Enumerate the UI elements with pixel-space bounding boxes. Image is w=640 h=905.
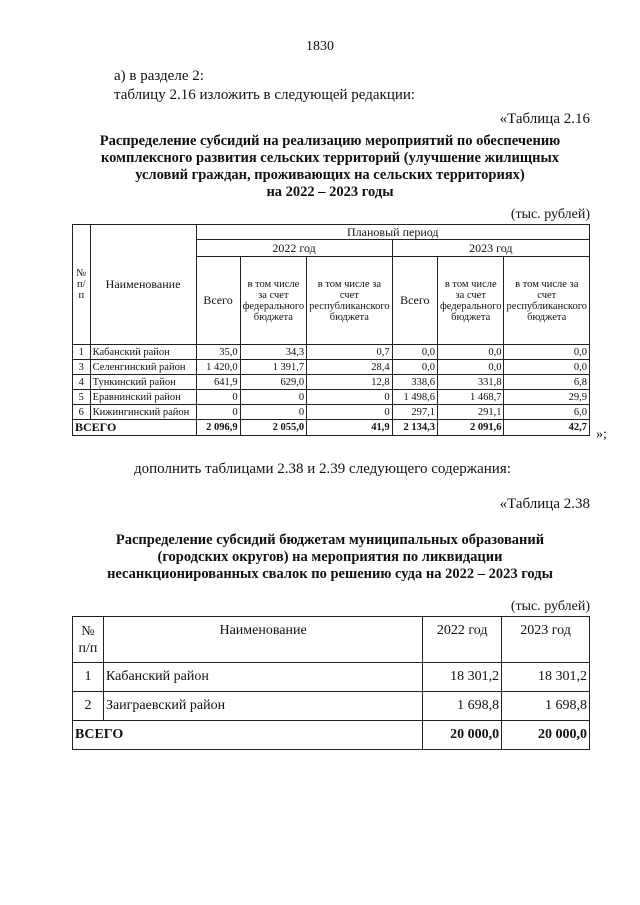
- table-238: [72, 616, 590, 750]
- cell-value: 297,1: [392, 405, 437, 420]
- cell-value: 0: [240, 390, 307, 405]
- cell-num: 1: [73, 663, 104, 692]
- cell-name: Кижингинский район: [90, 405, 196, 420]
- cell-value: 1 391,7: [240, 360, 307, 375]
- cell-value: 0: [196, 405, 240, 420]
- header-federal-2023: в том числе за счет федерального бюджета: [437, 257, 504, 345]
- total-value: 2 096,9: [196, 420, 240, 436]
- cell-value: 0: [307, 405, 393, 420]
- cell-value: 1 498,6: [392, 390, 437, 405]
- title-line: Распределение субсидий на реализацию мероприятий по обеспечению: [99, 133, 561, 149]
- cell-value: 629,0: [240, 375, 307, 390]
- table-216-unit: (тыс. рублей): [510, 207, 590, 222]
- cell-value: 0,7: [307, 345, 393, 360]
- page-number: 1830: [306, 39, 334, 54]
- header-federal-2022: в том числе за счет федерального бюджета: [240, 257, 307, 345]
- cell-num: 6: [73, 405, 91, 420]
- cell-num: 3: [73, 360, 91, 375]
- cell-value: 1 698,8: [502, 692, 590, 721]
- cell-value: 0: [307, 390, 393, 405]
- title-line: на 2022 – 2023 годы: [266, 184, 394, 200]
- header-total-2022: Всего: [196, 257, 240, 345]
- cell-value: 29,9: [504, 390, 590, 405]
- closing-quote: »;: [596, 427, 607, 442]
- cell-value: 1 420,0: [196, 360, 240, 375]
- header-2023: 2023 год: [502, 617, 590, 663]
- total-label: ВСЕГО: [73, 420, 197, 436]
- title-line: комплексного развития сельских территорий (улучшение жилищных: [100, 150, 560, 166]
- header-num: № п/п: [73, 617, 104, 663]
- cell-value: 291,1: [437, 405, 504, 420]
- header-name: Наименование: [103, 617, 422, 663]
- header-plan-period: Плановый период: [196, 225, 589, 240]
- cell-num: 1: [73, 345, 91, 360]
- cell-value: 0,0: [437, 360, 504, 375]
- title-line: Распределение субсидий бюджетам муниципальных образований: [115, 532, 545, 548]
- cell-value: 35,0: [196, 345, 240, 360]
- title-line: (городских округов) на мероприятия по ликвидации: [157, 549, 503, 565]
- table-row: [73, 405, 590, 420]
- cell-value: 0: [196, 390, 240, 405]
- cell-name: Селенгинский район: [90, 360, 196, 375]
- table-216-title: [60, 133, 600, 201]
- cell-value: 331,8: [437, 375, 504, 390]
- table-row: [73, 390, 590, 405]
- header-2022: 2022 год: [196, 240, 392, 257]
- total-value: 2 134,3: [392, 420, 437, 436]
- header-2023: 2023 год: [392, 240, 589, 257]
- cell-value: 0,0: [504, 345, 590, 360]
- cell-value: 0: [240, 405, 307, 420]
- cell-value: 0,0: [392, 360, 437, 375]
- table-238-unit: (тыс. рублей): [510, 599, 590, 614]
- table-216: [72, 224, 590, 436]
- total-value: 42,7: [504, 420, 590, 436]
- header-republic-2022: в том числе за счет республиканского бюджета: [307, 257, 393, 345]
- header-name: Наименование: [90, 225, 196, 345]
- middle-text: дополнить таблицами 2.38 и 2.39 следующего содержания:: [134, 461, 511, 477]
- table-row: [73, 360, 590, 375]
- table-238-caption: «Таблица 2.38: [499, 496, 590, 512]
- table-238-title: [60, 532, 600, 583]
- cell-value: 6,0: [504, 405, 590, 420]
- intro-line-2: таблицу 2.16 изложить в следующей редакции:: [114, 87, 416, 103]
- cell-value: 1 468,7: [437, 390, 504, 405]
- total-row: [73, 420, 590, 436]
- total-value: 2 091,6: [437, 420, 504, 436]
- cell-num: 4: [73, 375, 91, 390]
- cell-name: Еравнинский район: [90, 390, 196, 405]
- header-republic-2023: в том числе за счет республиканского бюджета: [504, 257, 590, 345]
- header-num: № п/п: [73, 225, 91, 345]
- cell-value: 28,4: [307, 360, 393, 375]
- cell-name: Тункинский район: [90, 375, 196, 390]
- cell-value: 338,6: [392, 375, 437, 390]
- cell-value: 641,9: [196, 375, 240, 390]
- cell-num: 2: [73, 692, 104, 721]
- cell-value: 18 301,2: [423, 663, 502, 692]
- total-value: 2 055,0: [240, 420, 307, 436]
- total-value: 20 000,0: [423, 721, 502, 750]
- header-total-2023: Всего: [392, 257, 437, 345]
- total-label: ВСЕГО: [73, 721, 423, 750]
- cell-value: 1 698,8: [423, 692, 502, 721]
- total-row: [73, 721, 590, 750]
- table-row: [73, 345, 590, 360]
- cell-value: 34,3: [240, 345, 307, 360]
- table-216-caption: «Таблица 2.16: [499, 111, 590, 127]
- table-row: [73, 692, 590, 721]
- title-line: несанкционированных свалок по решению суда на 2022 – 2023 годы: [107, 566, 553, 582]
- cell-name: Кабанский район: [103, 663, 422, 692]
- cell-name: Кабанский район: [90, 345, 196, 360]
- cell-value: 0,0: [504, 360, 590, 375]
- table-row: [73, 375, 590, 390]
- cell-value: 0,0: [437, 345, 504, 360]
- cell-value: 18 301,2: [502, 663, 590, 692]
- total-value: 41,9: [307, 420, 393, 436]
- table-row: [73, 663, 590, 692]
- cell-value: 0,0: [392, 345, 437, 360]
- intro-line-1: а) в разделе 2:: [114, 68, 204, 84]
- cell-value: 12,8: [307, 375, 393, 390]
- cell-num: 5: [73, 390, 91, 405]
- total-value: 20 000,0: [502, 721, 590, 750]
- cell-value: 6,8: [504, 375, 590, 390]
- cell-name: Заиграевский район: [103, 692, 422, 721]
- title-line: условий граждан, проживающих на сельских территориях): [135, 167, 525, 183]
- header-2022: 2022 год: [423, 617, 502, 663]
